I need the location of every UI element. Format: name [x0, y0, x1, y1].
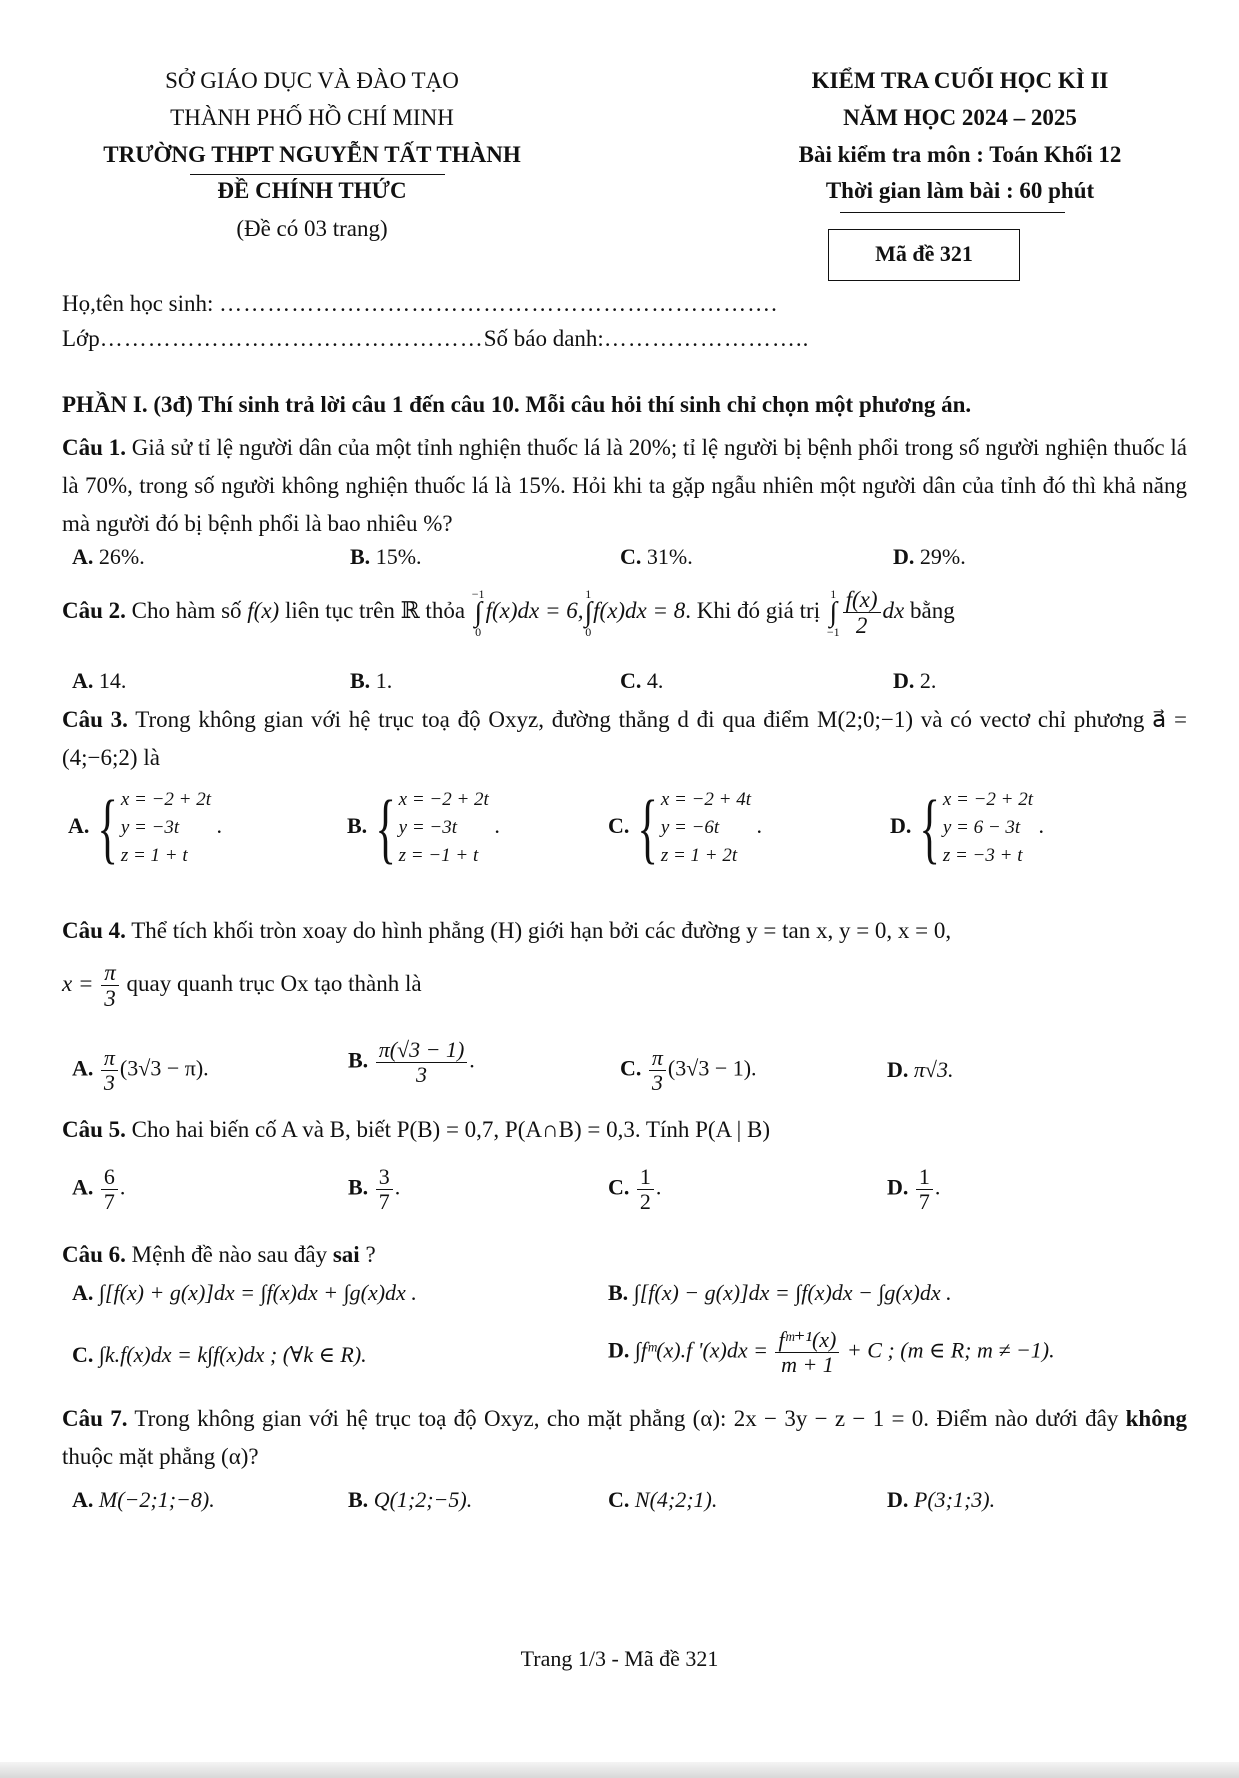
header-pages: (Đề có 03 trang) — [236, 216, 388, 241]
integral-1: −1 ∫ 0 — [471, 586, 485, 639]
q4-option-a[interactable]: A. $\frac{\pi}{3}$ (3√3 − π). — [72, 1045, 209, 1096]
q6-option-a[interactable]: A. ∫[f(x) + g(x)]dx = ∫f(x)dx + ∫g(x)dx . — [72, 1280, 417, 1305]
question-1-text: Giả sử tỉ lệ người dân của một tỉnh nghiện thuốc lá là 20%; tỉ lệ người bị bệnh phổi trong số người nghiện thuốc lá là 70%, trong số người không nghiện thuốc lá là 15%. Hỏi khi ta gặp ngẫu nhiên một người dân của tỉnh đó thì khả năng mà người đó bị bệnh phổi là bao nhiêu %? — [62, 435, 1187, 536]
question-1 — [62, 429, 1187, 543]
q7-option-b[interactable]: B. Q(1;2;−5). — [348, 1487, 473, 1512]
q6-option-d[interactable]: D. ∫fᵐ(x).f '(x)dx = $\frac{\text{fᵐ⁺¹(x)}}{m + 1}$ + C ; (m ∈ R; m ≠ −1). — [608, 1327, 1055, 1378]
question-2: Câu 2. Cho hàm số f(x) liên tục trên ℝ thỏa −1 ∫ 0 f(x)dx = 6, 1 ∫ 0 f(x)dx = 8. Khi đó giá trị 1 ∫ −1 $\frac{f(x)}{2}$ dx bằng — [62, 586, 955, 639]
q5-option-a[interactable]: A. $\frac{6}{7}$ . — [72, 1164, 126, 1215]
exam-code: Mã đề 321 — [875, 241, 973, 266]
header-school-year: NĂM HỌC 2024 – 2025 — [843, 105, 1077, 130]
q3-option-a[interactable]: A. { x = −2 + 2t y = −3t z = 1 + t . — [68, 784, 223, 871]
question-6: Câu 6. Mệnh đề nào sau đây sai ? — [62, 1242, 376, 1267]
header-city: THÀNH PHỐ HỒ CHÍ MINH — [170, 105, 454, 130]
student-name-field[interactable]: ……………………………………………………………. — [219, 291, 778, 316]
question-4-label: Câu 4. — [62, 918, 126, 943]
q7-option-c[interactable]: C. N(4;2;1). — [608, 1487, 718, 1512]
header-duration: Thời gian làm bài : 60 phút — [825, 178, 1095, 203]
q1-option-a[interactable]: A. 26%. — [72, 544, 145, 569]
question-4-line-2: x = $\frac{\pi}{3}$ quay quanh trục Ox tạo thành là — [62, 960, 422, 1012]
student-id-field[interactable]: …………………….. — [603, 326, 810, 351]
question-5-label: Câu 5. — [62, 1117, 126, 1142]
question-4-line-1: Câu 4. Thể tích khối tròn xoay do hình phẳng (H) giới hạn bởi các đường y = tan x, y = 0, x = 0, — [62, 918, 952, 943]
q1-option-b[interactable]: B. 15%. — [350, 544, 422, 569]
q2-option-c[interactable]: C. 4. — [620, 668, 664, 693]
question-7-label: Câu 7. — [62, 1406, 128, 1431]
q5-option-c[interactable]: C. $\frac{1}{2}$ . — [608, 1164, 662, 1215]
student-class-line — [62, 326, 809, 352]
header-official: ĐỀ CHÍNH THỨC — [217, 178, 407, 203]
header-exam-title: KIỂM TRA CUỐI HỌC KÌ II — [811, 68, 1109, 93]
integral-2: 1 ∫ 0 — [584, 586, 593, 639]
question-7: Câu 7. Trong không gian với hệ trục toạ độ Oxyz, cho mặt phẳng (α): 2x − 3y − z − 1 = 0. Điểm nào dưới đây không thuộc mặt phẳng (α)? — [62, 1406, 1188, 1469]
header-rule-left — [190, 174, 445, 175]
q4-option-d[interactable]: D. π√3. — [887, 1057, 954, 1082]
q4-option-c[interactable]: C. $\frac{\pi}{3}$ (3√3 − 1). — [620, 1045, 757, 1096]
q2-option-a[interactable]: A. 14. — [72, 668, 127, 693]
q3-option-c[interactable]: C. { x = −2 + 4t y = −6t z = 1 + 2t . — [608, 784, 763, 871]
student-name-label: Họ,tên học sinh: — [62, 291, 220, 316]
question-5: Câu 5. Cho hai biến cố A và B, biết P(B) = 0,7, P(A∩B) = 0,3. Tính P(A | B) — [62, 1117, 770, 1142]
q2-option-d[interactable]: D. 2. — [893, 668, 937, 693]
header-rule-right — [840, 212, 1065, 213]
q6-option-b[interactable]: B. ∫[f(x) − g(x)]dx = ∫f(x)dx − ∫g(x)dx . — [608, 1280, 952, 1305]
q1-option-d[interactable]: D. 29%. — [893, 544, 966, 569]
q5-option-b[interactable]: B. $\frac{3}{7}$ . — [348, 1164, 401, 1215]
question-3-label: Câu 3. — [62, 707, 128, 732]
integral-3: 1 ∫ −1 — [826, 586, 840, 639]
question-6-label: Câu 6. — [62, 1242, 126, 1267]
student-class-field[interactable]: ………………………………………… — [99, 326, 484, 351]
q5-option-d[interactable]: D. $\frac{1}{7}$ . — [887, 1164, 941, 1215]
question-3-text: Trong không gian với hệ trục toạ độ Oxyz, đường thẳng d đi qua điểm M(2;0;−1) và có vectơ chỉ phương a⃗ = (4;−6;2) là — [62, 707, 1187, 770]
q7-option-d[interactable]: D. P(3;1;3). — [887, 1487, 996, 1512]
q3-option-d[interactable]: D. { x = −2 + 2t y = 6 − 3t z = −3 + t . — [890, 784, 1045, 871]
q2-option-b[interactable]: B. 1. — [350, 668, 393, 693]
q1-option-c[interactable]: C. 31%. — [620, 544, 693, 569]
q4-option-b[interactable]: B. $\frac{\pi(√3 - 1)}{3}$ . — [348, 1037, 475, 1088]
student-id-label: Số báo danh: — [483, 326, 604, 351]
q6-option-c[interactable]: C. ∫k.f(x)dx = k∫f(x)dx ; (∀k ∈ R). — [72, 1342, 367, 1367]
header-subject: Bài kiểm tra môn : Toán Khối 12 — [798, 142, 1122, 167]
section-title: PHẦN I. (3đ) Thí sinh trả lời câu 1 đến câu 10. Mỗi câu hỏi thí sinh chỉ chọn một phương án. — [62, 392, 972, 417]
header-school: TRƯỜNG THPT NGUYỄN TẤT THÀNH — [103, 142, 521, 167]
header-department: SỞ GIÁO DỤC VÀ ĐÀO TẠO — [165, 68, 459, 93]
question-2-label: Câu 2. — [62, 598, 126, 624]
page-footer: Trang 1/3 - Mã đề 321 — [520, 1646, 719, 1671]
question-1-label: Câu 1. — [62, 435, 126, 460]
student-class-label: Lớp — [62, 326, 100, 351]
q7-option-a[interactable]: A. M(−2;1;−8). — [72, 1487, 215, 1512]
question-3 — [62, 701, 1187, 777]
scan-edge — [0, 1762, 1239, 1778]
q3-option-b[interactable]: B. { x = −2 + 2t y = −3t z = −1 + t . — [347, 784, 500, 871]
student-name-line — [62, 291, 778, 317]
